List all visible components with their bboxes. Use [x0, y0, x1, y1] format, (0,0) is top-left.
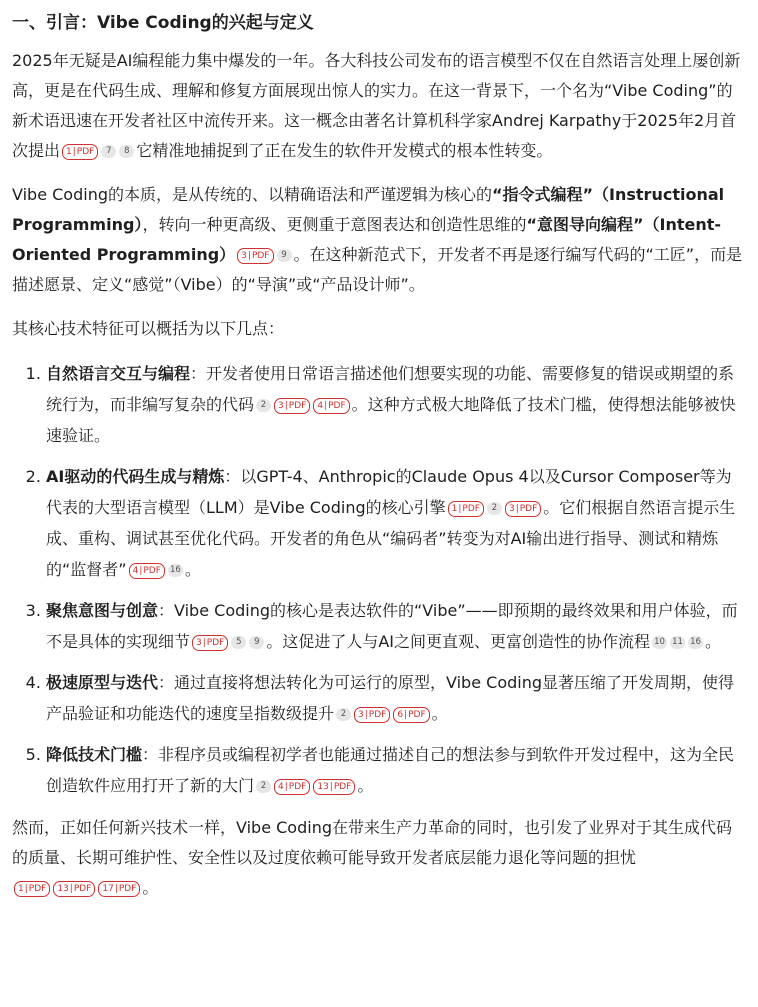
pdf-label: PDF	[519, 503, 538, 514]
pdf-citation-badge[interactable]	[448, 501, 484, 517]
citation-number: 13	[57, 883, 69, 894]
list-item	[46, 739, 746, 801]
citation-separator: |	[458, 503, 462, 514]
citation-group[interactable]	[256, 779, 355, 795]
item-title: 聚焦意图与创意	[46, 601, 159, 620]
citation-number: 4	[317, 400, 324, 411]
citation-separator: |	[202, 637, 206, 648]
citation-number: 1	[451, 503, 458, 514]
pdf-citation-badge[interactable]	[62, 144, 98, 160]
item-text: 。	[431, 704, 448, 723]
pdf-label: PDF	[73, 883, 92, 894]
citation-badge[interactable]: 10	[652, 636, 667, 649]
citation-group[interactable]	[62, 144, 134, 160]
citation-number: 1	[66, 146, 72, 157]
pdf-citation-badge[interactable]	[192, 635, 228, 651]
intro-tail: 它精准地捕捉到了正在发生的软件开发模式的根本性转变。	[136, 141, 553, 160]
citation-separator: |	[364, 709, 368, 720]
concerns-tail: 。	[142, 878, 159, 897]
list-item	[46, 461, 746, 585]
citation-group[interactable]	[129, 563, 183, 579]
citation-badge[interactable]: 5	[231, 636, 246, 649]
citation-number: 17	[102, 883, 114, 894]
pdf-label: PDF	[288, 781, 307, 792]
definition-text-d: 。在这种新范式下，开发者不再是逐行编写代码的“工匠”，而是描述愿景、定义“感觉”（Vibe）的“导演”或“产品设计师”。	[12, 245, 743, 294]
citation-separator: |	[329, 781, 333, 792]
pdf-citation-badge[interactable]	[129, 563, 165, 579]
intro-text: 2025年无疑是AI编程能力集中爆发的一年。各大科技公司发布的语言模型不仅在自然语言处理上屡创新高，更是在代码生成、理解和修复方面展现出惊人的实力。在这一背景下，一个名为“Vibe Coding”的新术语迅速在开发者社区中流传开来。这一概念由著名计算机科学家Andrej Karpathy于2025年2月首次提出	[12, 51, 741, 160]
citation-badge[interactable]: 11	[670, 636, 685, 649]
citation-badge[interactable]: 16	[168, 564, 183, 577]
pdf-label: PDF	[328, 400, 346, 411]
citation-badge[interactable]: 8	[119, 145, 134, 158]
pdf-label: PDF	[368, 709, 387, 720]
citation-separator: |	[284, 781, 288, 792]
item-text: 。它们根据自然语言提示生成、重构、调试甚至优化代码。开发者的角色从“编码者”转变为对AI输出进行指导、测试和精炼的“监督者”	[46, 498, 736, 579]
citation-badge[interactable]: 2	[256, 780, 271, 793]
item-text: 。这促进了人与AI之间更直观、更富创造性的协作流程	[266, 632, 651, 651]
pdf-label: PDF	[333, 781, 352, 792]
term-intent-oriented: “意图导向编程”（Intent-Oriented Programming）	[12, 215, 722, 264]
pdf-label: PDF	[288, 400, 307, 411]
item-text: 。	[184, 560, 201, 579]
pdf-citation-badge[interactable]	[14, 881, 50, 897]
feature-list	[12, 358, 746, 801]
item-text: ：通过直接将想法转化为可运行的原型，Vibe Coding显著压缩了开发周期，使得产品验证和功能迭代的速度呈指数级提升	[46, 673, 735, 723]
citation-badge[interactable]: 9	[249, 636, 264, 649]
item-title: 降低技术门槛	[46, 745, 143, 764]
citation-badge[interactable]: 2	[256, 399, 271, 412]
definition-paragraph	[12, 180, 746, 300]
pdf-label: PDF	[206, 637, 225, 648]
item-title: 极速原型与迭代	[46, 673, 159, 692]
definition-text-a: Vibe Coding的本质，是从传统的、以精确语法和严谨逻辑为核心的	[12, 185, 492, 204]
citation-group[interactable]	[192, 635, 264, 651]
item-title: 自然语言交互与编程	[46, 364, 191, 383]
citation-group[interactable]	[448, 501, 542, 517]
item-text: ：Vibe Coding的核心是表达软件的“Vibe”——即预期的最终效果和用户体验，而不是具体的实现细节	[46, 601, 738, 651]
citation-number: 3	[241, 250, 247, 261]
section-heading: 一、引言：Vibe Coding的兴起与定义	[12, 13, 314, 33]
citation-badge[interactable]: 7	[101, 145, 116, 158]
citation-group[interactable]	[336, 707, 430, 723]
pdf-citation-badge[interactable]	[237, 248, 273, 264]
pdf-label: PDF	[28, 883, 47, 894]
intro-paragraph	[12, 46, 746, 166]
item-text: 。这种方式极大地降低了技术门槛，使得想法能够被快速验证。	[46, 395, 736, 445]
citation-group[interactable]	[652, 636, 703, 649]
citation-number: 3	[358, 709, 364, 720]
citation-separator: |	[324, 400, 328, 411]
citation-separator: |	[69, 883, 73, 894]
term-instructional: “指令式编程”（Instructional Programming）	[12, 185, 725, 234]
pdf-citation-badge[interactable]	[98, 881, 140, 897]
pdf-citation-badge[interactable]	[313, 398, 349, 414]
pdf-citation-badge[interactable]	[53, 881, 95, 897]
list-item	[46, 667, 746, 729]
list-item	[46, 595, 746, 657]
pdf-label: PDF	[143, 565, 161, 576]
citation-separator: |	[515, 503, 519, 514]
citation-number: 3	[278, 400, 284, 411]
pdf-label: PDF	[462, 503, 480, 514]
pdf-citation-badge[interactable]	[274, 779, 310, 795]
pdf-label: PDF	[251, 250, 270, 261]
citation-badge[interactable]: 2	[336, 708, 351, 721]
definition-text-c: ，转向一种更高级、更侧重于意图表达和创造性思维的	[142, 215, 527, 234]
item-text: 。	[357, 776, 374, 795]
pdf-label: PDF	[118, 883, 137, 894]
pdf-citation-badge[interactable]	[313, 779, 355, 795]
pdf-citation-badge[interactable]	[505, 501, 541, 517]
features-intro: 其核心技术特征可以概括为以下几点：	[12, 319, 285, 338]
concerns-paragraph	[12, 813, 746, 903]
citation-number: 4	[278, 781, 284, 792]
citation-group[interactable]	[237, 248, 291, 264]
citation-badge[interactable]: 2	[487, 502, 502, 515]
item-text: ：非程序员或编程初学者也能通过描述自己的想法参与到软件开发过程中，这为全民创造软件应用打开了新的大门	[46, 745, 735, 795]
pdf-citation-badge[interactable]	[354, 707, 390, 723]
citation-badge[interactable]: 9	[277, 249, 292, 262]
citation-number: 13	[317, 781, 329, 792]
citation-separator: |	[284, 400, 288, 411]
citation-group[interactable]	[14, 881, 140, 897]
item-title: AI驱动的代码生成与精炼	[46, 467, 225, 486]
pdf-citation-badge[interactable]	[393, 707, 429, 723]
citation-separator: |	[72, 146, 76, 157]
citation-separator: |	[114, 883, 118, 894]
citation-number: 6	[397, 709, 404, 720]
citation-separator: |	[139, 565, 143, 576]
item-text: 。	[705, 632, 722, 651]
item-text: ：以GPT-4、Anthropic的Claude Opus 4以及Cursor Composer等为代表的大型语言模型（LLM）是Vibe Coding的核心引擎	[46, 467, 732, 517]
item-text: ：开发者使用日常语言描述他们想要实现的功能、需要修复的错误或期望的系统行为，而非编写复杂的代码	[46, 364, 735, 414]
citation-separator: |	[404, 709, 408, 720]
citation-separator: |	[24, 883, 28, 894]
list-item	[46, 358, 746, 451]
citation-group[interactable]	[256, 398, 350, 414]
concerns-text: 然而，正如任何新兴技术一样，Vibe Coding在带来生产力革命的同时，也引发了业界对于其生成代码的质量、长期可维护性、安全性以及过度依赖可能导致开发者底层能力退化等问题的担忧	[12, 818, 732, 867]
citation-number: 3	[508, 503, 515, 514]
citation-number: 3	[196, 637, 202, 648]
citation-number: 1	[18, 883, 24, 894]
citation-badge[interactable]: 16	[688, 636, 703, 649]
citation-number: 4	[132, 565, 139, 576]
citation-separator: |	[247, 250, 251, 261]
pdf-label: PDF	[408, 709, 426, 720]
pdf-citation-badge[interactable]	[274, 398, 310, 414]
pdf-label: PDF	[76, 146, 95, 157]
